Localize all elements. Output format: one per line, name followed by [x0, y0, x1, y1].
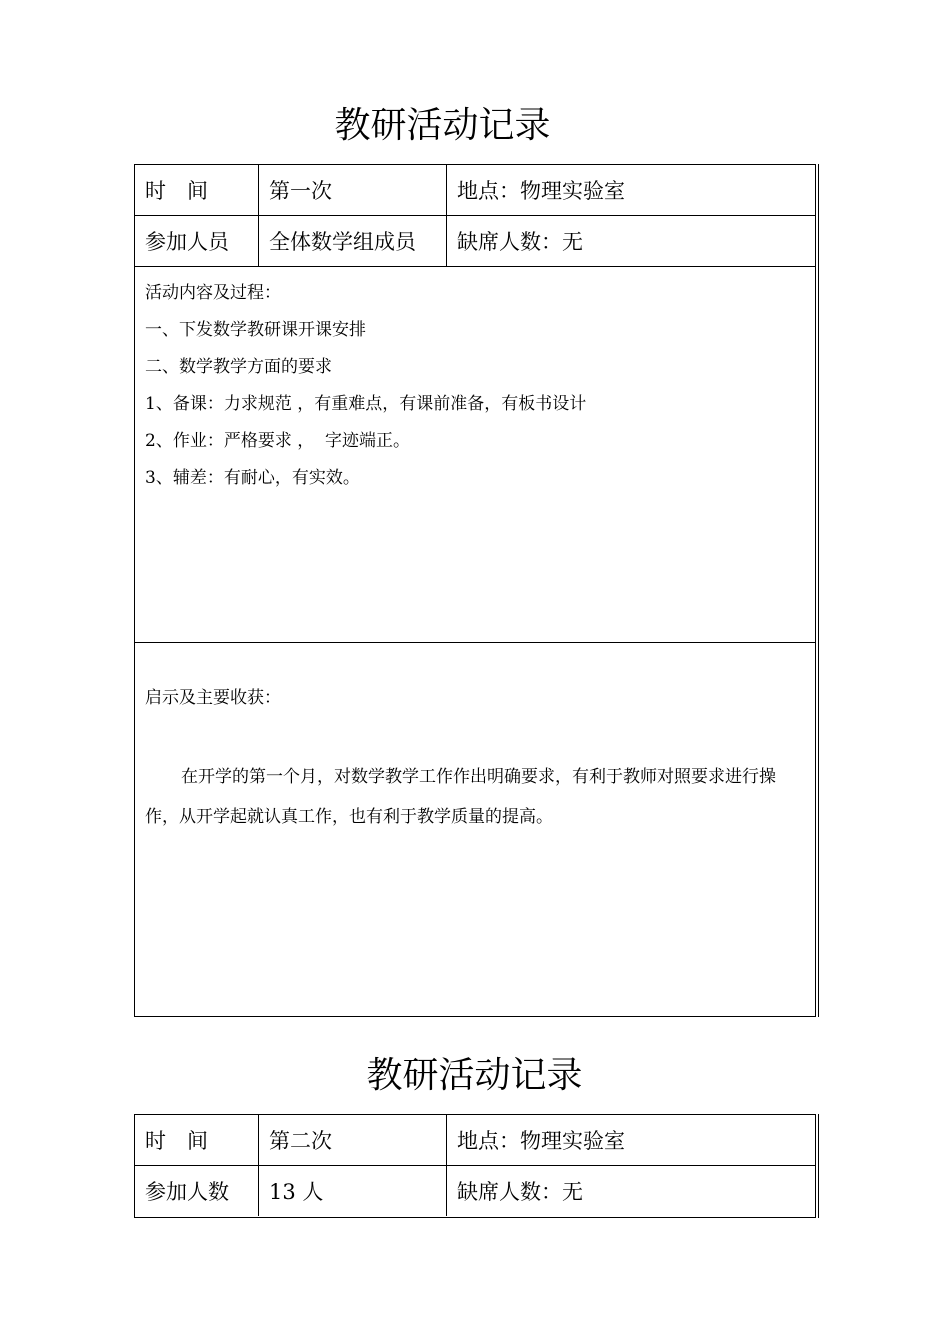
- insight-section: [135, 643, 815, 1018]
- location: 地点：物理实验室: [457, 1129, 625, 1153]
- time-value: 第二次: [259, 1115, 447, 1165]
- participants-label: 参加人员: [135, 216, 259, 266]
- record-1-title: 教研活动记录: [334, 105, 551, 146]
- insight-heading: 启示及主要收获：: [145, 688, 281, 708]
- absent-count: 缺席人数：无: [457, 1180, 583, 1204]
- time-row: [135, 165, 815, 216]
- activity-content: [135, 267, 815, 497]
- participants-value: 全体数学组成员: [259, 216, 447, 266]
- participants-value: 13 人: [259, 1166, 447, 1216]
- location: 地点：物理实验室: [457, 179, 625, 203]
- content-line: 2、作业：严格要求 ， 字迹端正。: [145, 431, 411, 451]
- content-line: 二、数学教学方面的要求: [145, 357, 332, 377]
- participants-row: [135, 1166, 815, 1216]
- content-line: 1、备课：力求规范 ，有重难点，有课前准备，有板书设计: [145, 394, 587, 414]
- record-2-title: 教研活动记录: [366, 1055, 583, 1096]
- time-label: 时 间: [135, 165, 259, 215]
- record-1-table: [134, 164, 816, 1017]
- content-line: 一、下发数学教研课开课安排: [145, 320, 366, 340]
- insight-paragraph: 在开学的第一个月，对数学教学工作作出明确要求，有利于教师对照要求进行操作，从开学起就认真工作，也有利于教学质量的提高。: [145, 767, 776, 827]
- time-value: 第一次: [259, 165, 447, 215]
- content-line: 3、辅差：有耐心，有实效。: [145, 468, 360, 488]
- time-label: 时 间: [135, 1115, 259, 1165]
- time-row: [135, 1115, 815, 1166]
- participants-row: [135, 216, 815, 267]
- content-line: 活动内容及过程：: [145, 283, 281, 303]
- activity-content-section: [135, 267, 815, 643]
- participants-label: 参加人数: [135, 1166, 259, 1216]
- record-2-table: [134, 1114, 816, 1218]
- absent-count: 缺席人数：无: [457, 230, 583, 254]
